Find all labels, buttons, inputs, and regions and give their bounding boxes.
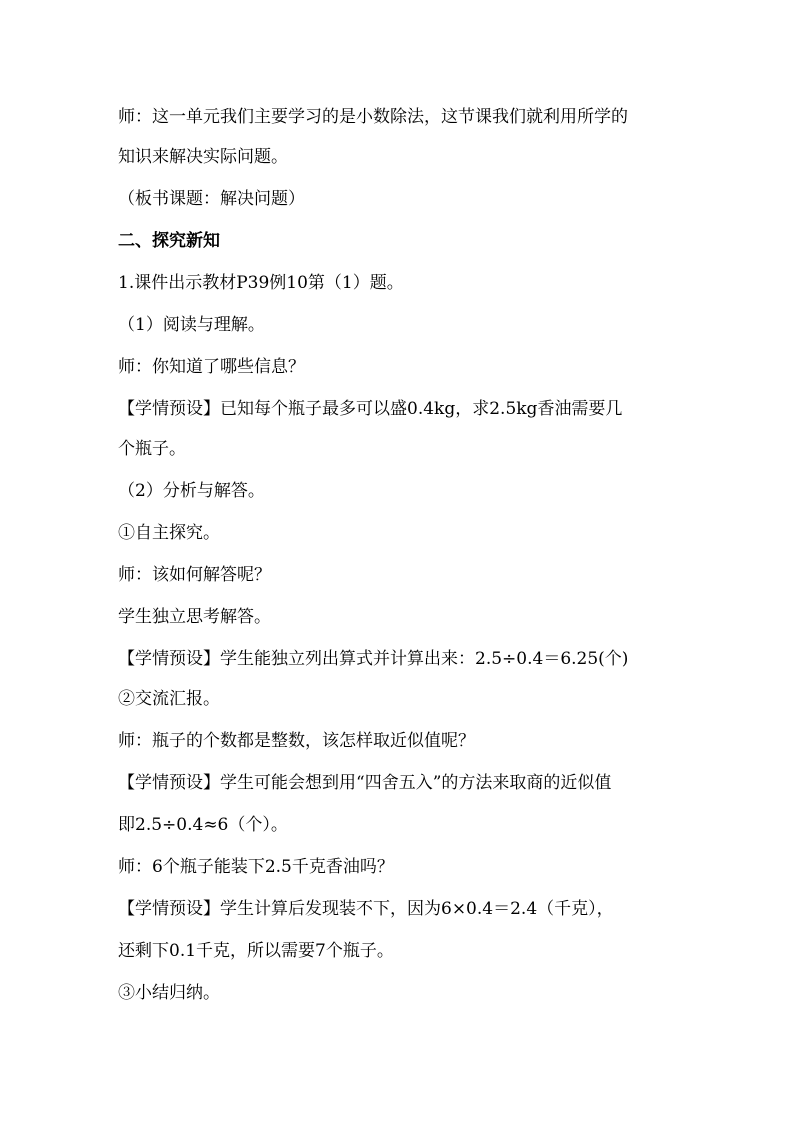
paragraph-line-2: 知识来解决实际问题。 — [118, 147, 288, 167]
preset-line-1b: 个瓶子。 — [118, 439, 186, 459]
step-1-line: ①自主探究。 — [118, 523, 220, 543]
subitem-2-line: （2）分析与解答。 — [118, 481, 265, 501]
step-3-line: ③小结归纳。 — [118, 983, 220, 1003]
item-1-line: 1.课件出示教材P39例10第（1）题。 — [118, 273, 404, 293]
paragraph-line-1: 师：这一单元我们主要学习的是小数除法，这节课我们就利用所学的 — [118, 107, 628, 127]
preset-line-4b: 还剩下0.1千克，所以需要7个瓶子。 — [118, 941, 394, 961]
preset-line-3a: 【学情预设】学生可能会想到用“四舍五入”的方法来取商的近似值 — [118, 773, 612, 793]
student-line: 学生独立思考解答。 — [118, 607, 271, 627]
preset-line-3b: 即2.5÷0.4≈6（个）。 — [118, 815, 288, 835]
board-title-line: （板书课题：解决问题） — [118, 189, 305, 209]
subitem-1-line: （1）阅读与理解。 — [118, 315, 265, 335]
section-heading: 二、探究新知 — [118, 231, 220, 251]
step-2-line: ②交流汇报。 — [118, 689, 220, 709]
teacher-question-line-2: 师：该如何解答呢？ — [118, 565, 271, 585]
teacher-question-line-4: 师：6个瓶子能装下2.5千克香油吗？ — [118, 857, 394, 877]
preset-line-4a: 【学情预设】学生计算后发现装不下，因为6×0.4＝2.4（千克）， — [118, 899, 614, 919]
preset-line-1a: 【学情预设】已知每个瓶子最多可以盛0.4kg，求2.5kg香油需要几 — [118, 399, 623, 419]
preset-line-2: 【学情预设】学生能独立列出算式并计算出来：2.5÷0.4＝6.25(个) — [118, 649, 629, 669]
teacher-question-line: 师：你知道了哪些信息？ — [118, 357, 305, 377]
teacher-question-line-3: 师：瓶子的个数都是整数，该怎样取近似值呢？ — [118, 731, 475, 751]
